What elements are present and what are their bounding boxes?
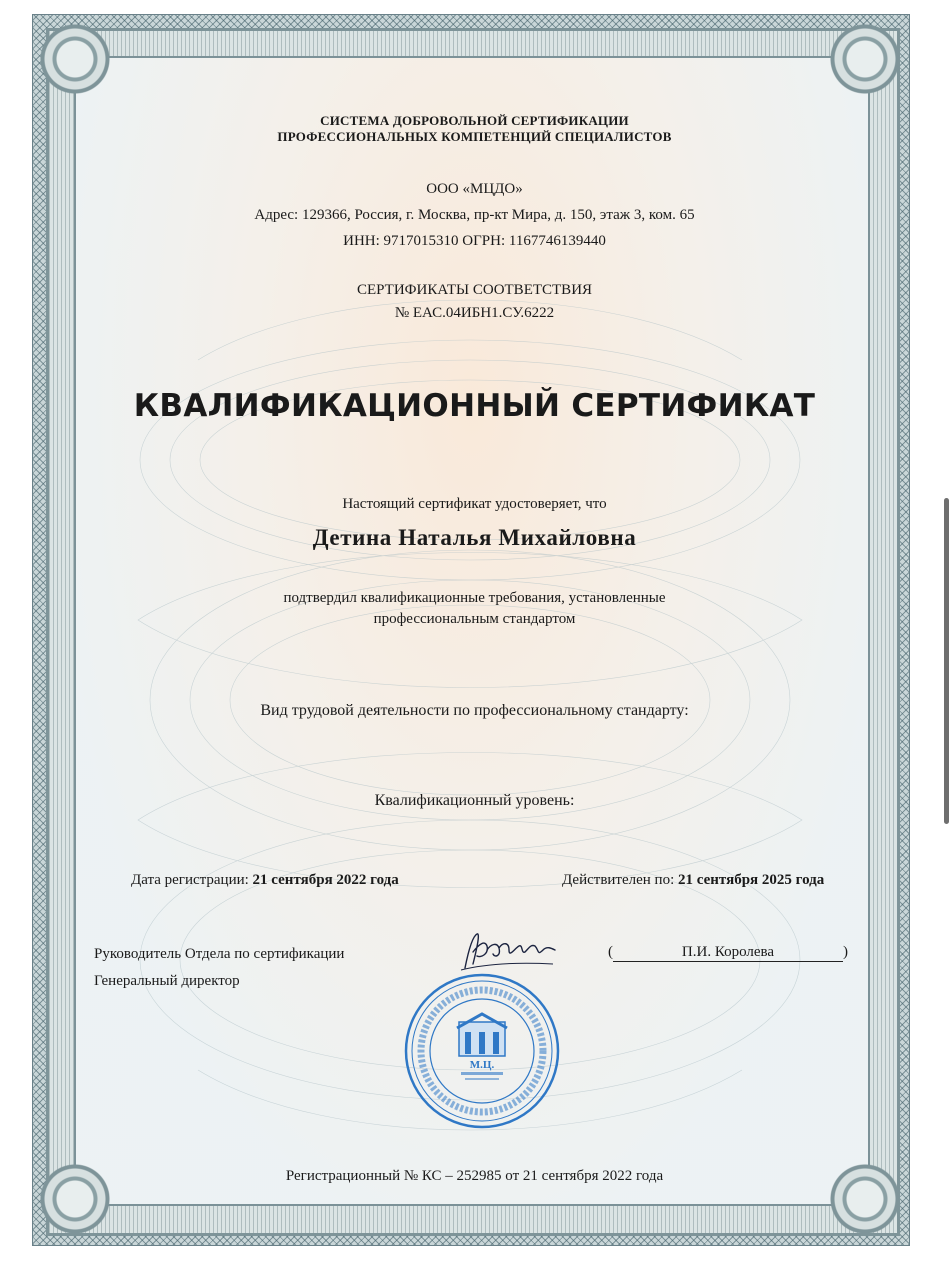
system-line-1: СИСТЕМА ДОБРОВОЛЬНОЙ СЕРТИФИКАЦИИ: [320, 113, 629, 128]
registration-number: Регистрационный № КС – 252985 от 21 сентября 2022 года: [285, 1168, 664, 1184]
holder-name: Детина Наталья Михайловна: [312, 525, 637, 550]
head-title-line-1: Руководитель Отдела по сертификации: [94, 946, 345, 962]
signer-block: [608, 944, 848, 962]
signer-close-paren: ): [843, 944, 848, 960]
confirmation-line-2: профессиональным стандартом: [373, 611, 576, 627]
stamp-initials: М.Ц.: [469, 1059, 495, 1071]
certification-system-title: [0, 113, 949, 145]
head-title-line-2: Генеральный директор: [94, 973, 240, 989]
certificate-title: КВАЛИФИКАЦИОННЫЙ СЕРТИФИКАТ: [133, 388, 816, 424]
confirmation-text: [0, 588, 949, 630]
company-seal-stamp: [403, 972, 561, 1130]
registration-date-label: Дата регистрации:: [131, 872, 249, 888]
corner-ornament-top-right: [830, 24, 900, 94]
confirmation-line-1: подтвердил квалификационные требования, установленные: [283, 590, 666, 606]
signer-open-paren: (: [608, 944, 613, 960]
valid-until-label: Действителен по:: [562, 872, 675, 888]
organization-address: Адрес: 129366, Россия, г. Москва, пр-кт Мира, д. 150, этаж 3, ком. 65: [254, 207, 695, 223]
corner-ornament-top-left: [40, 24, 110, 94]
organization-name: ООО «МЦДО»: [426, 181, 523, 197]
valid-until-value: 21 сентября 2025 года: [678, 872, 825, 888]
valid-until: [562, 872, 824, 889]
vertical-scrollbar[interactable]: [944, 498, 949, 824]
qualification-level-label: Квалификационный уровень:: [374, 792, 575, 809]
handwritten-signature: [455, 928, 560, 976]
certificate-intro: Настоящий сертификат удостоверяет, что: [342, 496, 607, 512]
signer-name: П.И. Королева: [613, 944, 843, 962]
system-line-2: ПРОФЕССИОНАЛЬНЫХ КОМПЕТЕНЦИЙ СПЕЦИАЛИСТОВ: [277, 129, 672, 144]
registration-date-value: 21 сентября 2022 года: [252, 872, 399, 888]
organization-inn-ogrn: ИНН: 9717015310 ОГРН: 1167746139440: [343, 233, 606, 249]
conformity-number: № ЕАС.04ИБН1.СУ.6222: [394, 305, 555, 321]
conformity-label: СЕРТИФИКАТЫ СООТВЕТСТВИЯ: [356, 282, 593, 298]
activity-type-label: Вид трудовой деятельности по профессиональному стандарту:: [260, 702, 689, 719]
registration-date: [131, 872, 399, 889]
